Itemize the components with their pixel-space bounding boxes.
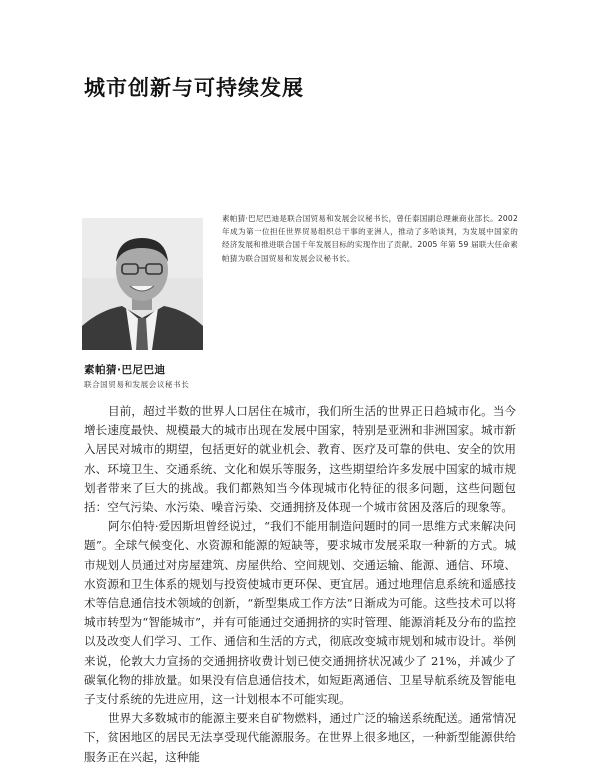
author-role-caption: 联合国贸易和发展会议秘书长 [84,380,190,389]
author-portrait-image [82,218,203,350]
article-title: 城市创新与可持续发展 [84,76,304,100]
body-paragraph: 世界大多数城市的能源主要来自矿物燃料，通过广泛的输送系统配送。通常情况下，贫困地区的居民无法享受现代能源服务。在世界上很多地区，一种新型能源供给服务正在兴起，这种能 [84,711,516,764]
author-bio: 素帕猜·巴尼巴迪是联合国贸易和发展会议秘书长，曾任泰国副总理兼商业部长。2002 年成为第一位担任世界贸易组织总干事的亚洲人，推动了多哈谈判，为发展中国家的经济发展和推进联合国千年发展目标的实现作出了贡献。2005 年第 59 届联大任命素帕猜为联合国贸易和发展会议秘书长。 [222,214,518,263]
body-paragraph: 目前，超过半数的世界人口居住在城市，我们所生活的世界正日趋城市化。当今增长速度最快、规模最大的城市出现在发展中国家，特别是亚洲和非洲国家。城市新入居民对城市的期望，包括更好的就业机会、教育、医疗及可靠的供电、安全的饮用水、环境卫生、交通系统、文化和娱乐等服务，这些期望给许多发展中国家的城市规划者带来了巨大的挑战。我们都熟知当今体现城市化特征的很多问题，这些问题包括：空气污染、水污染、噪音污染、交通拥挤及体现一个城市贫困及落后的现象等。 [84,404,516,515]
author-photo [82,218,203,350]
body-paragraph: 阿尔伯特·爱因斯坦曾经说过，“我们不能用制造问题时的同一思维方式来解决问题”。全球气候变化、水资源和能源的短缺等，要求城市发展采取一种新的方式。城市规划人员通过对房屋建筑、房屋供给、空间规划、交通运输、能源、通信、环境、水资源和卫生体系的规划与投资使城市更环保、更宜居。通过地理信息系统和遥感技术等信息通信技术领域的创新，“新型集成工作方法”日渐成为可能。这些技术可以将城市转型为“智能城市”，并有可能通过交通拥挤的实时管理、能源消耗及分布的监控以及改变人们学习、工作、通信和生活的方式，彻底改变城市规划和城市设计。举例来说，伦敦大力宣扬的交通拥挤收费计划已使交通拥挤状况减少了 21%，并减少了碳氧化物的排放量。如果没有信息通信技术，如短距离通信、卫星导航系统及智能电子支付系统的先进应用，这一计划根本不可能实现。 [84,519,516,707]
author-name-caption: 素帕猜·巴尼巴迪 [84,364,166,376]
article-body [84,402,516,767]
